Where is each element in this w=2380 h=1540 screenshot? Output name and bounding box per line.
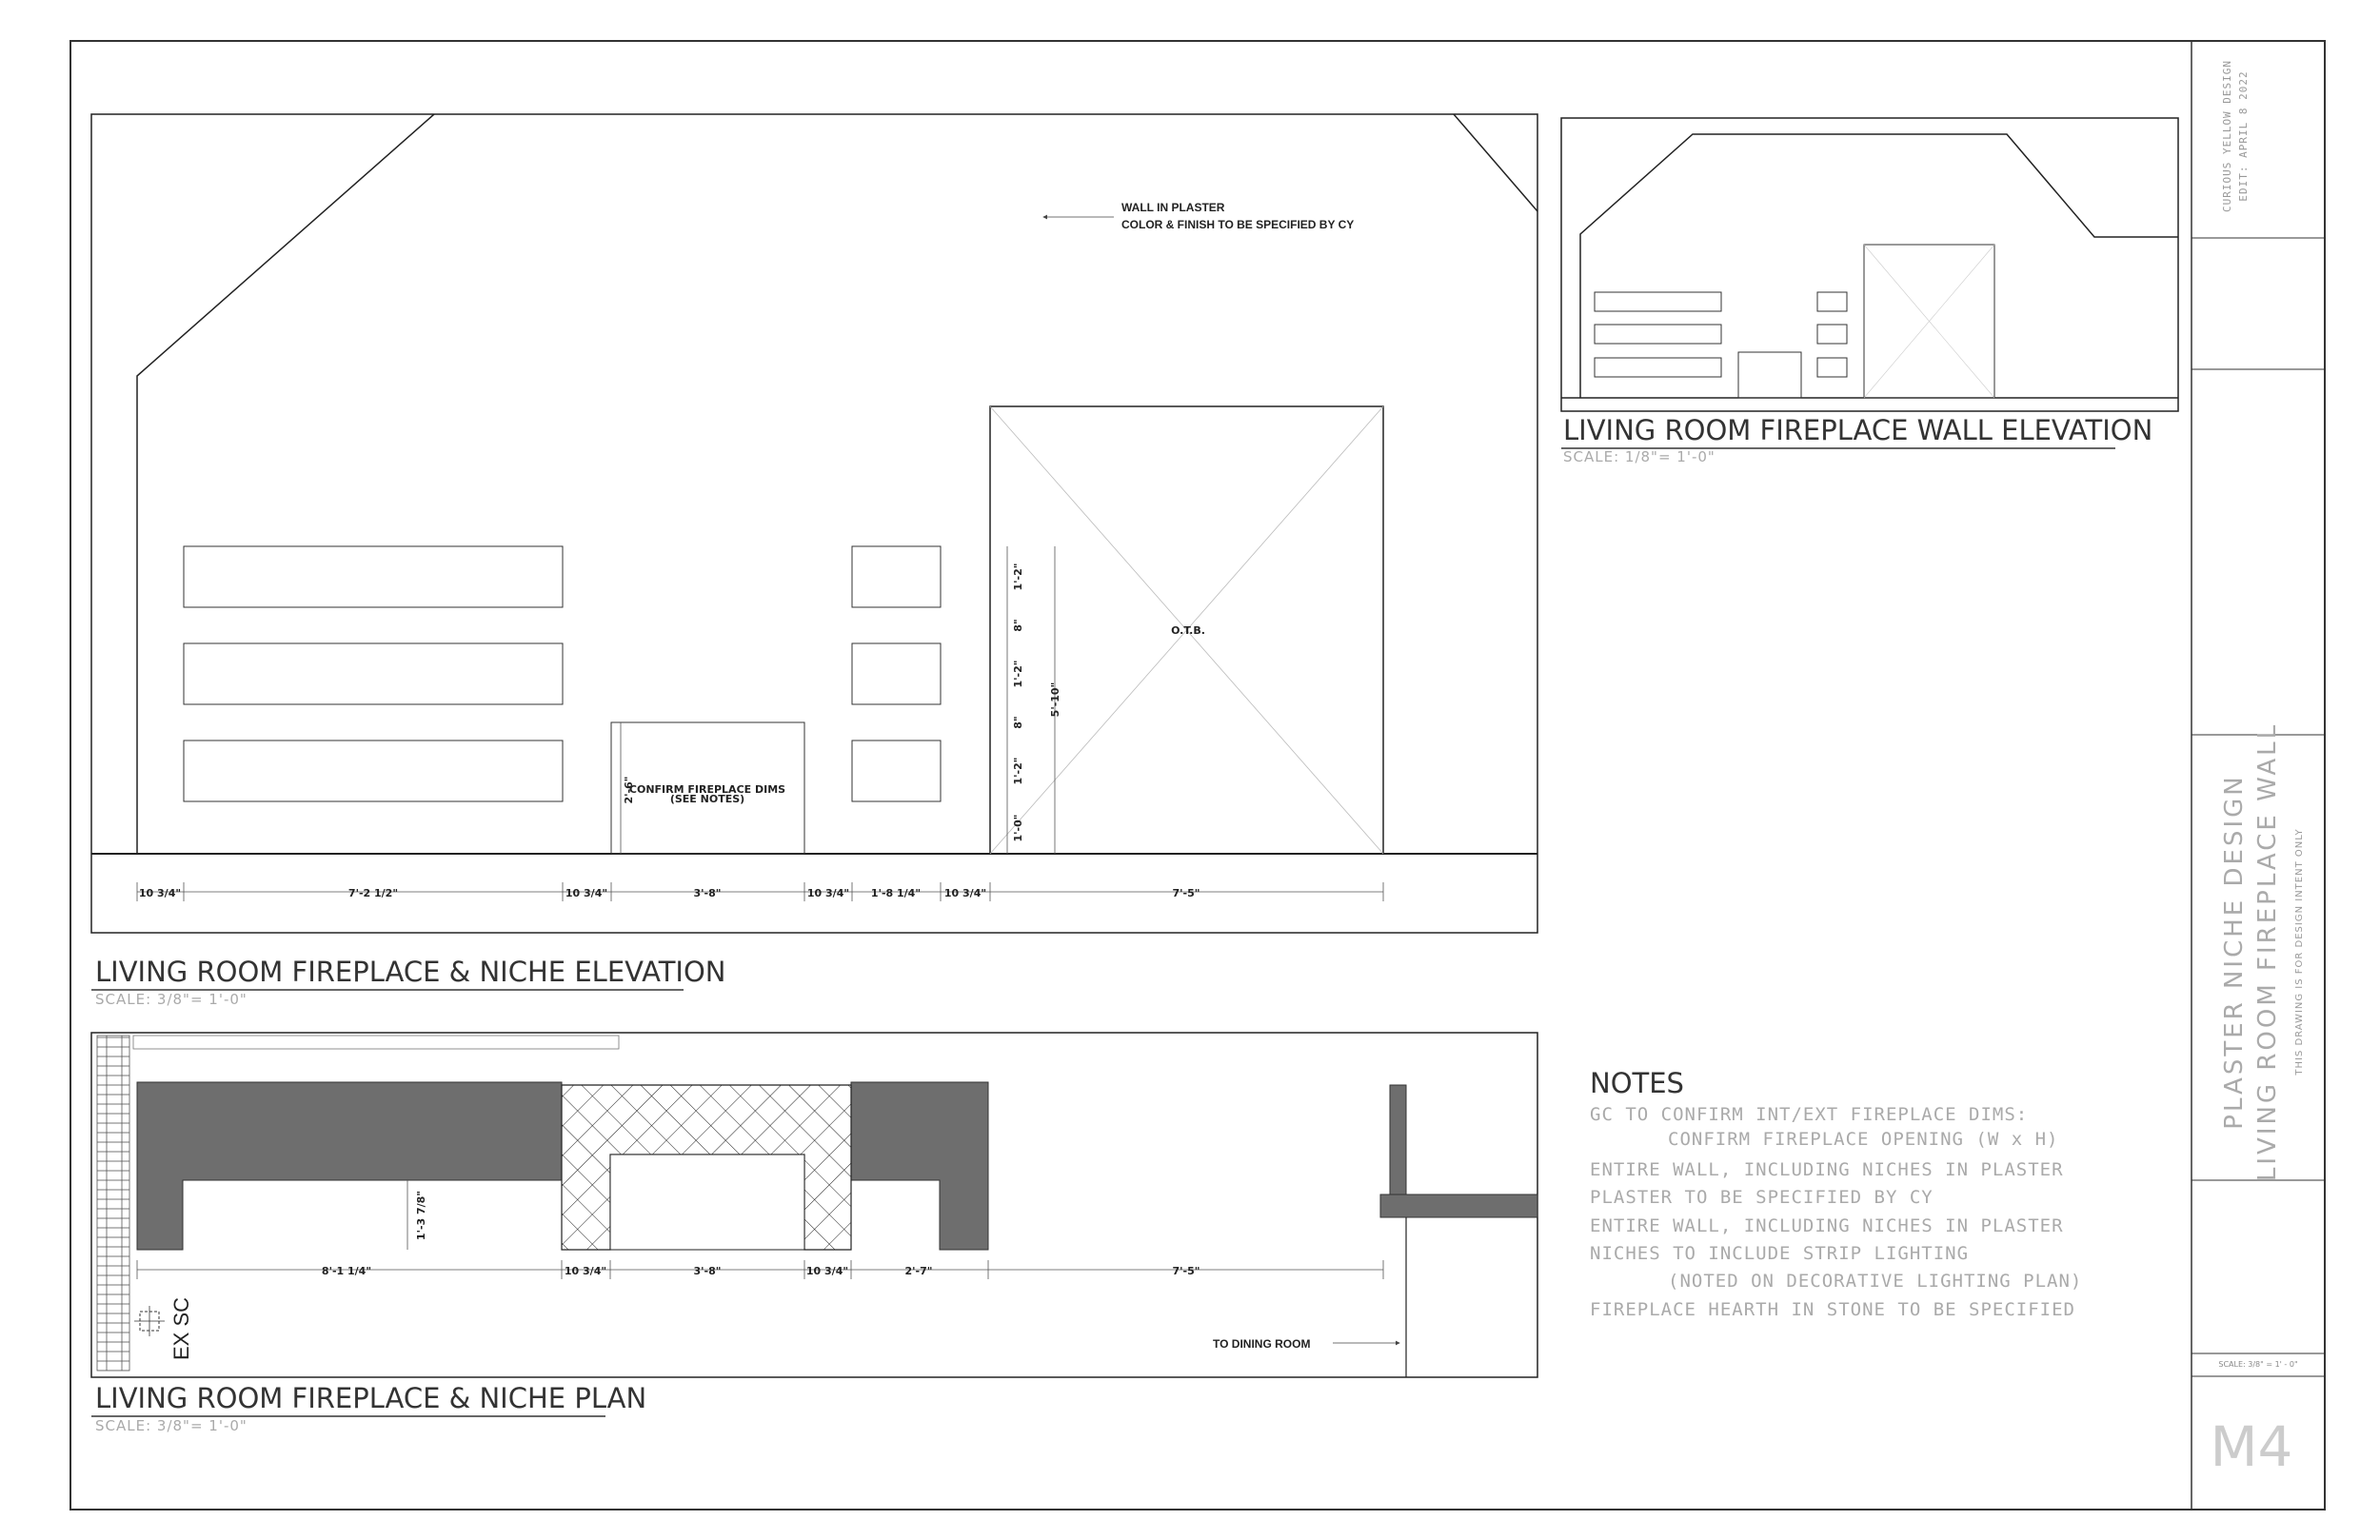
elevation-title: LIVING ROOM FIREPLACE & NICHE ELEVATION [95, 956, 726, 988]
to-dining-label: TO DINING ROOM [1213, 1337, 1311, 1351]
wall-note-line2: COLOR & FINISH TO BE SPECIFIED BY CY [1121, 218, 1355, 231]
niche-small-3 [852, 740, 941, 801]
fireplace-wall-elevation [1561, 118, 2178, 411]
horizontal-dim-3: 10 3/4" [565, 887, 608, 899]
notes-line-8: FIREPLACE HEARTH IN STONE TO BE SPECIFIED [1590, 1299, 2075, 1320]
right-wall-stub-v [1390, 1085, 1406, 1209]
plan-dim-5: 2'-7" [904, 1265, 933, 1277]
wall-elevation-frame [1561, 118, 2178, 411]
plan-scale: SCALE: 3/8"= 1'-0" [95, 1417, 248, 1434]
plan-dim-3: 3'-8" [693, 1265, 722, 1277]
overall-height-dim: 5'-10" [1049, 681, 1061, 718]
wall-elevation-title: LIVING ROOM FIREPLACE WALL ELEVATION [1563, 414, 2153, 446]
mini-small-niche-1 [1817, 292, 1847, 311]
mini-small-niche-3 [1817, 358, 1847, 377]
niche-long-2 [184, 643, 563, 704]
fireplace-firebox [610, 1155, 804, 1250]
wall-outline [137, 114, 434, 854]
elevation-frame [91, 114, 1537, 933]
niche-small-2 [852, 643, 941, 704]
notes-line-4: PLASTER TO BE SPECIFIED BY CY [1590, 1187, 1934, 1208]
vertical-dim-6: 1'-0" [1012, 814, 1024, 842]
company-name: CURIOUS YELLOW DESIGN [2221, 59, 2233, 213]
fireplace-note-line1: CONFIRM FIREPLACE DIMS [628, 783, 786, 796]
horizontal-dim-6: 1'-8 1/4" [870, 887, 922, 899]
depth-dim: 1'-3 7/8" [415, 1190, 427, 1241]
mini-niche-1 [1595, 292, 1721, 311]
elevation-scale: SCALE: 3/8"= 1'-0" [95, 991, 248, 1008]
plan-dim-2: 10 3/4" [564, 1265, 607, 1277]
switch-symbol-icon [134, 1306, 165, 1336]
niche-small-1 [852, 546, 941, 607]
plan-dim-1: 8'-1 1/4" [321, 1265, 372, 1277]
vertical-dim-3: 1'-2" [1012, 660, 1024, 688]
vertical-dim-1: 1'-2" [1012, 563, 1024, 591]
right-wall-stub-h [1380, 1194, 1537, 1217]
fireplace-height-dim: 2'-6" [623, 776, 635, 804]
notes-line-3: ENTIRE WALL, INCLUDING NICHES IN PLASTER [1590, 1159, 2064, 1180]
horizontal-dim-2: 7'-2 1/2" [347, 887, 399, 899]
plan-top-line [133, 1036, 619, 1049]
horizontal-dim-7: 10 3/4" [943, 887, 987, 899]
sheet-number: M4 [2210, 1414, 2293, 1479]
notes-line-1: GC TO CONFIRM INT/EXT FIREPLACE DIMS: [1590, 1104, 2029, 1125]
wall-note-line1: WALL IN PLASTER [1121, 201, 1225, 214]
brick-wall [97, 1036, 129, 1371]
fireplace-niche-plan [91, 1033, 1537, 1377]
fireplace-note-line2: (SEE NOTES) [669, 793, 745, 805]
vertical-dim-5: 1'-2" [1012, 757, 1024, 785]
notes-block [1590, 1067, 2082, 1320]
horizontal-dim-4: 3'-8" [693, 887, 722, 899]
mini-fireplace [1738, 352, 1801, 398]
notes-line-2: CONFIRM FIREPLACE OPENING (W x H) [1668, 1129, 2059, 1150]
title-block-scale: SCALE: 3/8" = 1' - 0" [2218, 1360, 2298, 1369]
ex-sc-label: EX SC [169, 1296, 193, 1361]
horizontal-dim-8: 7'-5" [1172, 887, 1200, 899]
horizontal-dim-1: 10 3/4" [138, 887, 182, 899]
plan-dim-6: 7'-5" [1172, 1265, 1200, 1277]
horizontal-dim-5: 10 3/4" [806, 887, 850, 899]
notes-line-7: (NOTED ON DECORATIVE LIGHTING PLAN) [1668, 1271, 2083, 1292]
niche-long-3 [184, 740, 563, 801]
wall-elevation-scale: SCALE: 1/8"= 1'-0" [1563, 448, 1716, 465]
vertical-dim-2: 8" [1012, 619, 1024, 632]
drawing-name: LIVING ROOM FIREPLACE WALL [2253, 721, 2282, 1182]
project-name: PLASTER NICHE DESIGN [2220, 774, 2249, 1130]
otb-label: O.T.B. [1171, 624, 1205, 637]
notes-heading: NOTES [1590, 1067, 1684, 1099]
plan-title: LIVING ROOM FIREPLACE & NICHE PLAN [95, 1382, 647, 1414]
plan-dim-4: 10 3/4" [805, 1265, 849, 1277]
fireplace-niche-elevation [91, 114, 1537, 933]
roof-slope-right [1454, 114, 1537, 211]
title-block [2192, 60, 2325, 1479]
edit-date: EDIT: APRIL 8 2022 [2237, 70, 2250, 202]
mini-niche-3 [1595, 358, 1721, 377]
mini-niche-2 [1595, 325, 1721, 344]
vertical-dim-4: 8" [1012, 716, 1024, 729]
notes-line-6: NICHES TO INCLUDE STRIP LIGHTING [1590, 1243, 1970, 1264]
notes-line-5: ENTIRE WALL, INCLUDING NICHES IN PLASTER [1590, 1215, 2064, 1236]
niche-long-1 [184, 546, 563, 607]
mini-small-niche-2 [1817, 325, 1847, 344]
design-intent: THIS DRAWING IS FOR DESIGN INTENT ONLY [2294, 828, 2305, 1076]
